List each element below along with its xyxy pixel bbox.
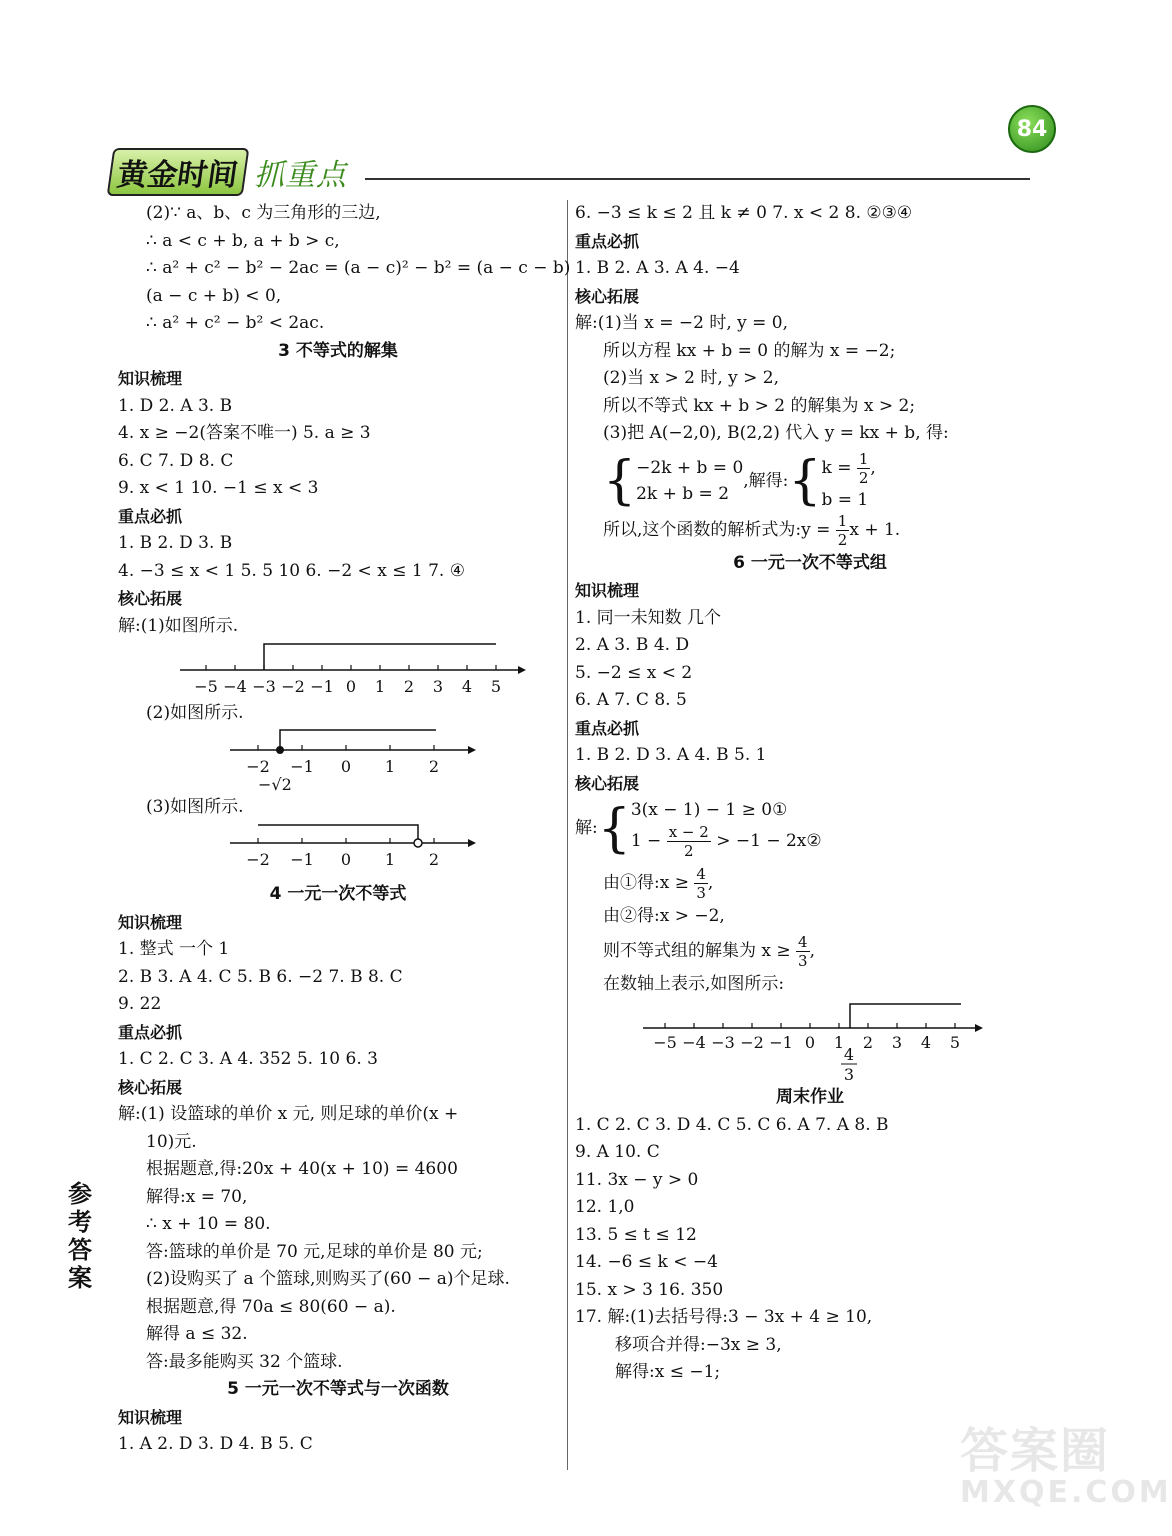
subsection-title: 核心拓展 [575,286,640,306]
tick-label: −2 [740,1033,764,1052]
tick-label: 3 [432,677,444,696]
tick-label: −1 [290,756,314,776]
equation-system [575,450,1045,510]
answer-line: 在数轴上表示,如图所示: [603,973,785,994]
tick-label: −4 [223,677,247,696]
answer-text: 所以,这个函数的解析式为:y = [603,519,836,540]
side-label-char: 参 [68,1180,92,1208]
tick-label: 2 [428,850,440,869]
left-brace: { [603,451,637,511]
fraction-denominator-label: 3 [843,1065,855,1084]
subsection-title: 重点必抓 [575,718,640,738]
tick-label: 5 [949,1033,961,1052]
subsection-title: 知识梳理 [118,369,183,388]
axis-arrow [518,666,526,674]
answer-line: ∴ a² + c² − b² < 2ac. [146,313,325,333]
system-solution: k = $\frac{1}{2}$ , b = 1 [821,449,876,510]
numerator: 1 [858,449,869,468]
tick-label: −1 [310,677,334,696]
answer-line: 1. B 2. A 3. A 4. −4 [575,258,740,278]
solve-label: ,解得: [743,470,789,491]
answer-line: 2. A 3. B 4. D [575,635,690,655]
fraction [796,933,810,970]
answer-line: 解:(1)当 x = −2 时, y = 0, [575,313,788,333]
left-column [118,200,571,1459]
answer-line: ∴ a² + c² − b² − 2ac = (a − c)² − b² = (a − c − b) [146,258,571,278]
answer-line: ∴ x + 10 = 80. [146,1214,271,1234]
answer-line: (3)把 A(−2,0), B(2,2) 代入 y = kx + b, 得: [603,423,949,443]
tick-label: 2 [403,677,415,696]
answer-line: 5. −2 ≤ x < 2 [575,662,693,683]
answer-line: 1. C 2. C 3. A 4. 352 5. 10 6. 3 [118,1049,378,1069]
answer-line: 6. C 7. D 8. C [118,450,234,471]
subsection-title: 知识梳理 [118,1407,183,1427]
answer-line: 10)元. [146,1131,197,1152]
answer-line: 14. −6 ≤ k < −4 [575,1252,718,1272]
answer-line: 答:篮球的单价是 70 元,足球的单价是 80 元; [146,1241,483,1262]
tick-label: −4 [682,1033,706,1052]
axis-arrow [468,839,476,847]
answer-line: (2)设购买了 a 个篮球,则购买了(60 − a)个足球. [146,1269,510,1289]
number-line-3 [118,821,558,881]
tick-label: 2 [862,1033,874,1052]
answer-line: ∴ a < c + b, a + b > c, [146,230,340,251]
tick-label: −5 [194,677,218,696]
tick-label: 5 [490,677,502,696]
answer-line: 根据题意,得:20x + 40(x + 10) = 4600 [146,1159,458,1179]
section-title: 3 不等式的解集 [278,340,398,361]
system-ineq-1: 3(x − 1) − 1 ≥ 0① [630,800,788,820]
numerator: 4 [798,932,808,951]
section-title: 5 一元一次不等式与一次函数 [227,1379,449,1399]
answer-line: (2)当 x > 2 时, y > 2, [603,368,780,388]
answer-line: 解:(1) 设篮球的单价 x 元, 则足球的单价(x + [118,1104,459,1124]
tick-label: 4 [920,1033,932,1052]
answer-line: 13. 5 ≤ t ≤ 12 [575,1224,697,1245]
tick-label: −1 [769,1033,793,1052]
answer-line: 解得:x ≤ −1; [615,1362,721,1382]
answer-line: 2. B 3. A 4. C 5. B 6. −2 7. B 8. C [118,966,403,987]
denominator: 3 [696,884,706,902]
number-line-2 [118,728,558,794]
watermark-text: 答案圈 [960,1423,1111,1479]
answer-line: (a − c + b) < 0, [146,285,282,306]
answer-text: 由①得:x ≥ [603,873,695,893]
denominator: 3 [798,951,808,970]
solution-ray [280,730,436,750]
answer-line: 移项合并得:−3x ≥ 3, [615,1334,782,1355]
fraction [836,512,850,549]
tick-label: −2 [246,756,270,776]
numerator: 4 [696,865,706,883]
inequality-system [575,797,1045,863]
axis-arrow [975,1024,983,1032]
page-number: 84 [1016,116,1048,142]
answer-line: 9. 22 [118,994,162,1014]
answer-text: 则不等式组的解集为 x ≥ [603,940,797,961]
answer-line: 1. C 2. C 3. D 4. C 5. C 6. A 7. A 8. B [575,1114,889,1135]
answer-line: (2)∵ a、b、c 为三角形的三边, [146,203,381,223]
watermark [960,1412,1172,1522]
answer-line: 17. 解:(1)去括号得:3 − 3x + 4 ≥ 10, [575,1307,873,1327]
answer-line: 9. A 10. C [575,1142,660,1162]
answer-line: 所以不等式 kx + b > 2 的解集为 x > 2; [603,395,916,416]
subsection-title: 重点必抓 [118,1022,183,1042]
subsection-title: 知识梳理 [118,912,183,932]
tick-label: 1 [384,850,396,869]
closed-endpoint [276,746,284,754]
answer-line: 解得:x = 70, [146,1186,248,1207]
fraction [667,823,711,860]
tick-label: −1 [290,850,314,869]
subsection-title: 核心拓展 [118,589,183,608]
subsection-title: 核心拓展 [575,773,640,793]
tick-label: 0 [804,1033,816,1052]
axis-arrow [468,746,476,754]
tick-label: 1 [374,677,386,696]
left-brace: { [597,798,631,859]
subsection-title: 核心拓展 [118,1077,183,1097]
sqrt-label: −√2 [258,774,292,794]
denominator: 2 [837,530,848,549]
answer-line: 由②得:x > −2, [603,906,725,926]
tick-label: 0 [340,850,352,869]
tick-label: 0 [345,677,357,696]
left-brace: { [788,451,822,511]
tick-label: −3 [252,677,276,696]
function-result [575,510,1045,550]
denominator: 2 [858,468,869,487]
system-eq-1: −2k + b = 0 [636,458,744,478]
tick-label: −2 [246,850,270,869]
system-eq-2: 2k + b = 2 [636,484,730,504]
number-line-4-svg [575,998,1045,1084]
answer-line: 1. 同一未知数 几个 [575,607,722,628]
answer-line: 1. B 2. D 3. A 4. B 5. 1 [575,745,767,765]
tick-label: 4 [461,677,473,696]
b-value: b = 1 [821,489,869,510]
step-line: 由①得:x ≥ $\frac{4}{3}$ , [603,865,714,902]
column-divider [567,200,568,1470]
fraction [857,450,871,487]
system-lines [636,455,743,507]
solution-ray [258,825,418,843]
number-line-2-svg [118,728,558,794]
answer-line: (3)如图所示. [146,796,244,817]
answer-line: 4. x ≥ −2(答案不唯一) 5. a ≥ 3 [118,423,371,443]
watermark-url: MXQE.COM [960,1475,1172,1510]
solve-label: 解: [575,817,598,838]
answer-line: 1. 整式 一个 1 [118,939,230,959]
open-endpoint [414,839,422,847]
subsection-title: 重点必抓 [118,506,183,526]
system-lines [631,797,822,860]
answer-line: 12. 1,0 [575,1197,635,1217]
step-line: 则不等式组的解集为 x ≥ $\frac{4}{3}$ , [603,932,815,970]
answer-line: 解得 a ≤ 32. [146,1324,248,1344]
fraction [694,865,708,902]
k-label: k = [821,457,857,478]
tick-label: 0 [340,756,352,776]
brand-logo-part-a: 黄金时间 [107,148,250,196]
answer-line: 1. D 2. A 3. B [118,395,233,416]
answer-line: 4. −3 ≤ x < 1 5. 5 10 6. −2 < x ≤ 1 7. ④ [118,560,465,581]
section-title: 6 一元一次不等式组 [733,552,887,573]
tick-label: −5 [653,1033,677,1052]
answer-text: x + 1. [849,519,901,540]
answer-line: 1. B 2. D 3. B [118,533,233,553]
answer-line: 11. 3x − y > 0 [575,1169,699,1190]
system-ineq-2-part: 1 − [630,831,667,851]
answer-line: (2)如图所示. [146,703,244,723]
header-rule [365,178,1030,180]
tick-label: −3 [711,1033,735,1052]
number-line-4 [575,998,1045,1084]
side-label-char: 考 [68,1208,92,1236]
number-line-1-svg [118,640,558,700]
brand-logo [110,150,347,194]
page-number-badge [1008,105,1056,153]
solution-ray [850,1004,961,1028]
number-line-3-svg [118,821,558,877]
tick-label: 3 [891,1033,903,1052]
answer-line: 6. A 7. C 8. 5 [575,690,687,710]
answer-line: 9. x < 1 10. −1 ≤ x < 3 [118,478,319,498]
tick-label: 1 [384,756,396,776]
section-title: 周末作业 [776,1087,844,1107]
answer-line: 1. A 2. D 3. D 4. B 5. C [118,1434,313,1454]
subsection-title: 知识梳理 [575,581,640,600]
answer-line: 根据题意,得 70a ≤ 80(60 − a). [146,1296,396,1317]
answer-line: 解:(1)如图所示. [118,615,239,636]
denominator: 2 [683,842,694,860]
tick-label: 1 [833,1033,845,1052]
answer-line: 所以方程 kx + b = 0 的解为 x = −2; [603,340,896,361]
number-line-1 [118,640,558,700]
section-title: 4 一元一次不等式 [269,884,407,904]
book-header [110,150,1030,200]
side-label [65,1180,95,1292]
brand-logo-part-b: 抓重点 [254,158,347,193]
right-column [575,200,1045,1387]
side-label-char: 案 [68,1264,92,1292]
side-label-char: 答 [68,1236,92,1264]
answer-line: 15. x > 3 16. 350 [575,1279,724,1300]
system-ineq-2-part: > −1 − 2x② [710,831,822,851]
fraction-numerator-label: 4 [843,1045,855,1064]
answer-line: 答:最多能购买 32 个篮球. [146,1351,343,1372]
tick-label: −2 [281,677,305,696]
answer-line: 6. −3 ≤ k ≤ 2 且 k ≠ 0 7. x < 2 8. ②③④ [575,203,913,223]
numerator: x − 2 [668,823,709,841]
numerator: 1 [837,511,848,530]
tick-label: 2 [428,756,440,776]
subsection-title: 重点必抓 [575,231,640,251]
